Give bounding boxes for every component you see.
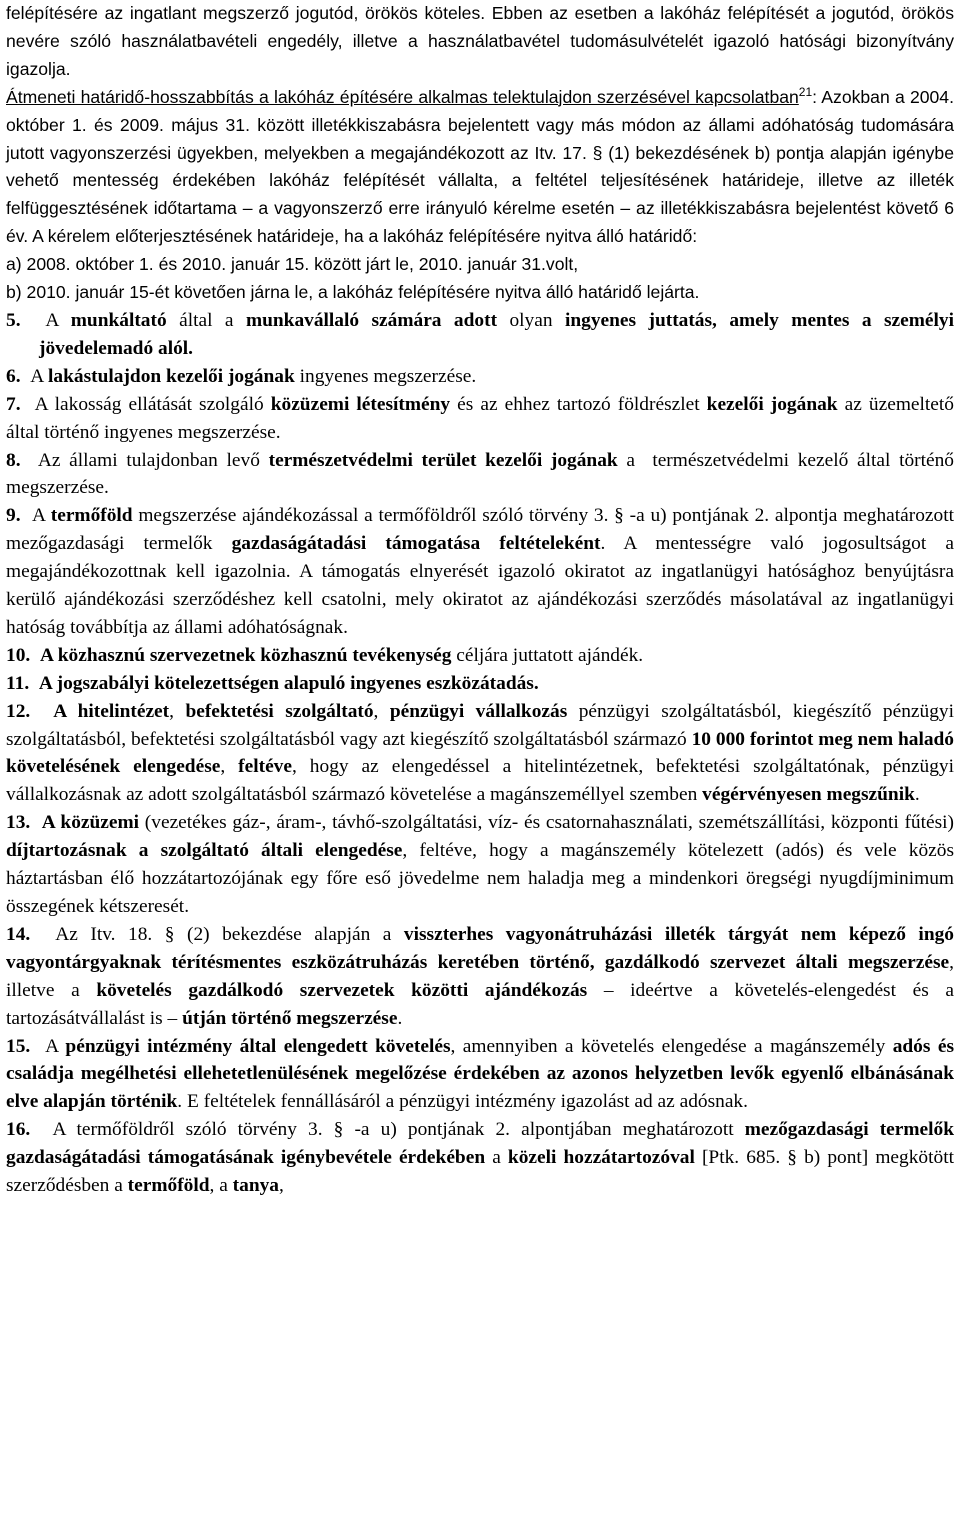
paragraph-item-11 [6, 670, 954, 698]
paragraph-item-10 [6, 642, 954, 670]
text-run: (vezetékes gáz-, áram-, távhő-szolgáltatási, víz- és csatornahasználati, szemétszállítási, központi fűtési) [139, 812, 955, 834]
bold-text: közeli hozzátartozóval [507, 1147, 695, 1169]
text-run: . E feltételek fennállásáról a pénzügyi intézmény igazolást ad az adósnak. [177, 1091, 748, 1113]
text-run: , feltéve, hogy a magánszemély kötelezett (adós) és vele közös háztartásban élő hozzátartozójának egy főre eső jövedelme nem haladja meg a mindenkori öregségi nyugdíjminimum összegének kétszeresét. [6, 840, 955, 917]
text-run: megszerzése ajándékozással a termőföldről szóló törvény 3. § -a u) pontjának 2. alpontja meghatározott mezőgazdasági termelők [6, 505, 954, 555]
text-run [30, 645, 40, 666]
paragraph-item-7 [6, 391, 954, 447]
bold-text: útján történő megszerzése [182, 1007, 398, 1029]
text-run: felépítésére az ingatlant megszerző jogutód, örökös köteles. Ebben az esetben a lakóház felépítését a jogutód, örökös nevére szóló használatbavételi engedély, illetve a használatbavétel tudomásulvételét igazoló hatósági bizonyítvány igazolja. [6, 3, 954, 79]
paragraph-item-16 [6, 1116, 954, 1200]
text-run: , amennyiben a követelés elengedése a magánszemély [450, 1035, 893, 1057]
bold-text: közüzemi létesítmény [270, 393, 451, 415]
text-run: . [914, 784, 920, 806]
bold-text: munkavállaló számára adott [245, 309, 498, 331]
bold-text: mezőgazdasági termelők gazdaságátadási támogatásának igénybevétele érdekében [6, 1119, 955, 1169]
text-run: a természetvédelmi kezelő által történő megszerzése. [6, 449, 954, 499]
bold-text: A közhasznú szervezetnek közhasznú tevékenység [39, 644, 452, 666]
text-run: A [20, 505, 51, 527]
paragraph-item-8 [6, 447, 954, 503]
text-run: A [20, 365, 49, 387]
text-run: , illetve a [6, 951, 954, 1001]
text-run: – ideértve a követelés-elengedést és a tartozásátvállalást is – [6, 979, 955, 1029]
bold-text: termőföld [50, 505, 133, 527]
bold-text: követelés gazdálkodó szervezetek közötti ajándékozás [96, 979, 588, 1001]
bold-text: 6. [6, 365, 21, 387]
paragraph-item-b [6, 279, 954, 307]
footnote-ref: 21 [798, 84, 813, 99]
text-run: A termőföldről szóló törvény 3. § -a u) pontjának 2. alpontjában meghatározott [30, 1119, 745, 1141]
paragraph-item-12 [6, 698, 954, 810]
bold-text: 15. [6, 1035, 31, 1057]
bold-text: 16. [6, 1119, 31, 1141]
text-run: , [220, 756, 239, 778]
text-run: , [373, 700, 390, 722]
text-run: b) 2010. január 15-ét követően járna le, a lakóház felépítésére nyitva álló határidő lejárta. [6, 282, 700, 303]
text-run: Az állami tulajdonban levő [20, 449, 269, 471]
bold-text: természetvédelmi terület kezelői jogának [268, 449, 618, 471]
text-run: , [279, 1175, 284, 1197]
bold-text: 14. [6, 923, 31, 945]
text-run: [Ptk. 685. § b) pont] megkötött szerződésben a [6, 1147, 954, 1197]
text-run [30, 812, 42, 833]
text-run [30, 701, 53, 722]
text-run: , [169, 700, 186, 722]
text-run: által a [166, 309, 246, 331]
bold-text: A hitelintézet [53, 700, 170, 722]
bold-text: 8. [6, 449, 21, 471]
bold-text: tanya [232, 1175, 279, 1197]
bold-text: 13. [6, 812, 31, 834]
text-run: pénzügyi szolgáltatásból, kiegészítő pénzügyi szolgáltatásból, befektetési szolgáltatásból vagy azt kiegészítő szolgáltatásból származó [6, 700, 954, 750]
paragraph-transitional-extension [6, 84, 954, 251]
text-run: . A mentességre való jogosultságot a megajándékozottnak kell igazolnia. A támogatás elnyerését igazoló okiratot az ingatlanügyi hatósághoz benyújtásra kerülő ajándékozási szerződéshez kell csatolni, mely okiratot az ajándékozási szerződés másolatával az ingatlanügyi hatóság továbbítja az állami adóhatóságnak. [6, 533, 954, 638]
text-run: olyan [497, 309, 565, 331]
text-run: a [485, 1147, 508, 1169]
bold-text: 9. [6, 505, 21, 527]
paragraph-item-15 [6, 1033, 954, 1117]
bold-text: 7. [6, 393, 21, 415]
bold-text: végérvényesen megszűnik [702, 784, 915, 806]
paragraph-item-9 [6, 502, 954, 642]
text-run: ingyenes megszerzése. [294, 365, 477, 387]
text-run: az üzemeltető által történő ingyenes megszerzése. [6, 393, 954, 443]
text-run: A [20, 309, 71, 331]
bold-text: munkáltató [70, 309, 167, 331]
bold-text: A jogszabályi kötelezettségen alapuló ingyenes eszközátadás. [38, 672, 539, 694]
text-run: . [397, 1007, 403, 1029]
text-run: a) 2008. október 1. és 2010. január 15. között járt le, 2010. január 31.volt, [6, 254, 579, 275]
paragraph-item-a [6, 251, 954, 279]
bold-text: pénzügyi intézmény által elengedett követelés [65, 1035, 451, 1057]
bold-text: 5. [6, 309, 21, 331]
bold-text: 11. [6, 672, 30, 694]
text-run [29, 673, 39, 694]
paragraph-item-5 [6, 307, 954, 363]
bold-text: gazdaságátadási támogatása feltételeként [231, 533, 601, 555]
bold-text: lakástulajdon kezelői jogának [48, 365, 295, 387]
text-run: : Azokban a 2004. október 1. és 2009. május 31. között illetékkiszabásra bejelentett vagy más módon az állami adóhatóság tudomására jutott vagyonszerzési ügyekben, melyekben a megajándékozott az Itv. 17. § (1) bekezdésének b) pontja alapján igénybe vehető mentesség érdekében lakóház felépítését vállalta, a feltétel teljesítésének határideje, illetve az illeték felfüggesztésének időtartama – a vagyonszerző erre irányuló kérelme esetén – az illetékkiszabásra bejelentést követő 6 év. A kérelem előterjesztésének határideje, ha a lakóház felépítésére nyitva álló határidő: [6, 86, 954, 247]
bold-text: 10 000 forintot meg nem haladó követelésének elengedése [6, 728, 955, 778]
bold-text: befektetési szolgáltató [185, 700, 374, 722]
text-run: A lakosság ellátását szolgáló [20, 393, 271, 415]
bold-text: díjtartozásnak a szolgáltató általi elengedése [6, 840, 403, 862]
paragraph-item-14 [6, 921, 954, 1033]
bold-text: 10. [6, 644, 31, 666]
bold-text: 12. [6, 700, 31, 722]
bold-text: ingyenes juttatás, amely mentes a személyi jövedelemadó alól. [39, 309, 954, 359]
bold-text: adós és családja megélhetési ellehetetlenülésének megelőzése érdekében az azonos helyzetben levők egyenlő elbánásának elve alapján történik [6, 1035, 954, 1113]
underlined-heading: Átmeneti határidő-hosszabbítás a lakóház építésére alkalmas telektulajdon szerzésével kapcsolatban [6, 86, 799, 107]
text-run: és az ehhez tartozó földrészlet [450, 393, 707, 415]
text-run: céljára juttatott ajándék. [451, 644, 644, 666]
bold-text: kezelői jogának [706, 393, 838, 415]
text-run: Az Itv. 18. § (2) bekezdése alapján a [30, 923, 404, 945]
bold-text: termőföld [127, 1175, 210, 1197]
bold-text: feltéve [238, 756, 292, 778]
text-run: , hogy az elengedéssel a hitelintézetnek, befektetési szolgáltatónak, pénzügyi vállalkozásnak az adott szolgáltatásból származó követelése a magánszeméllyel szemben [6, 756, 954, 806]
bold-text: pénzügyi vállalkozás [389, 700, 568, 722]
text-run: A [30, 1035, 66, 1057]
bold-text: visszterhes vagyonátruházási illeték tárgyát nem képező ingó vagyontárgyaknak térítésmentes eszközátruházás keretében történő, gazdálkodó szervezet általi megszerzése [6, 923, 954, 973]
paragraph-item-6 [6, 363, 954, 391]
paragraph-0 [6, 0, 954, 84]
paragraph-item-13 [6, 809, 954, 921]
bold-text: A közüzemi [41, 812, 140, 834]
text-run: , a [209, 1175, 233, 1197]
